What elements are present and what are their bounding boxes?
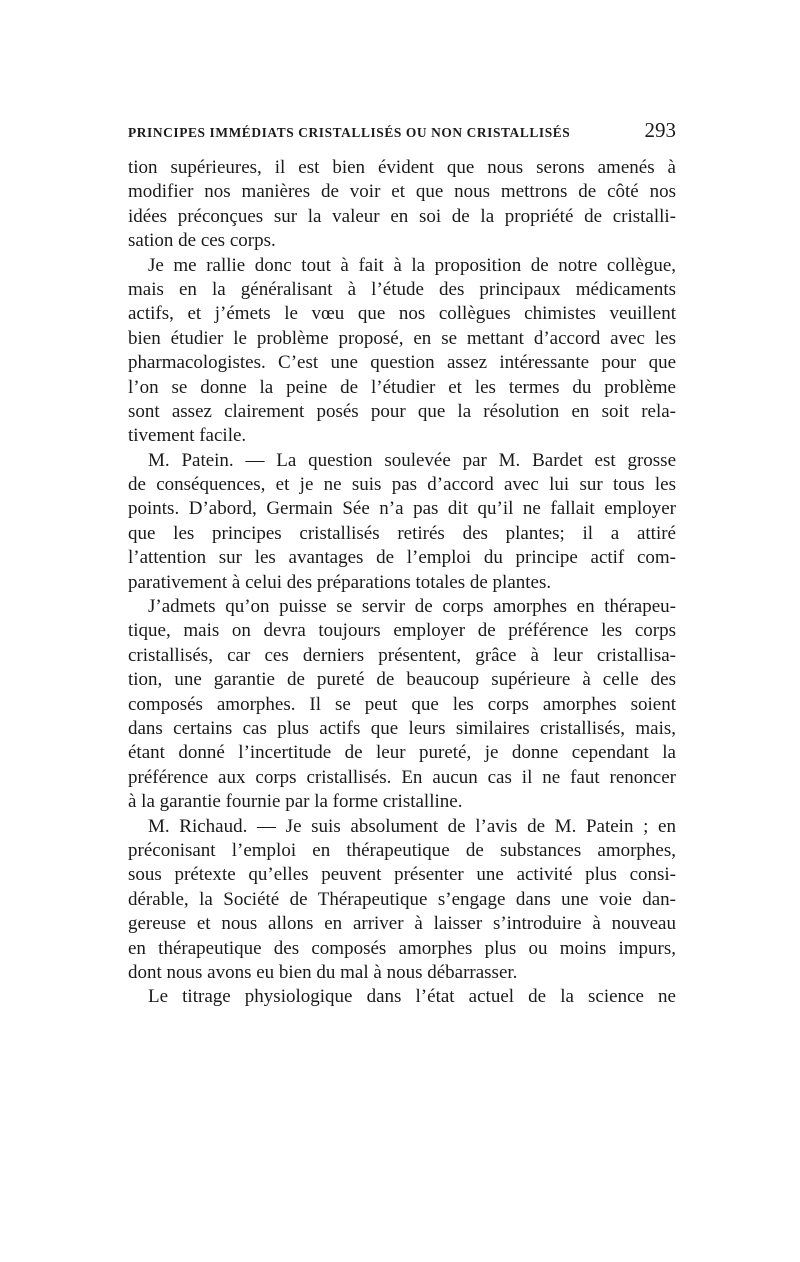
text-line: modifier nos manières de voir et que nous mettrons de côté nos [128, 181, 676, 203]
page-number: 293 [644, 118, 676, 142]
text-line: en thérapeutique des composés amorphes plus ou moins impurs, [128, 937, 676, 959]
body-text [128, 156, 676, 1010]
text-line: points. D’abord, Germain Sée n’a pas dit qu’il ne fallait employer [128, 498, 676, 520]
text-line: composés amorphes. Il se peut que les corps amorphes soient [128, 693, 676, 715]
text-line: étant donné l’incertitude de leur pureté, je donne cependant la [128, 742, 676, 764]
text-line: sation de ces corps. [128, 230, 276, 252]
text-line: que les principes cristallisés retirés des plantes; il a attiré [128, 522, 676, 544]
running-head [128, 118, 676, 146]
text-line: M. Patein. — La question soulevée par M. Bardet est grosse [148, 449, 676, 471]
text-line: l’on se donne la peine de l’étudier et les termes du problème [128, 376, 676, 398]
text-line: tivement facile. [128, 425, 247, 447]
text-line: tion supérieures, il est bien évident que nous serons amenés à [128, 157, 676, 178]
text-line: bien étudier le problème proposé, en se mettant d’accord avec les [128, 327, 676, 349]
text-line: Le titrage physiologique dans l’état actuel de la science ne [148, 986, 676, 1008]
text-line: dérable, la Société de Thérapeutique s’engage dans une voie dan- [128, 888, 676, 910]
text-line: gereuse et nous allons en arriver à laisser s’introduire à nouveau [128, 913, 676, 935]
text-line: idées préconçues sur la valeur en soi de la propriété de cristalli- [128, 205, 676, 227]
text-line: dans certains cas plus actifs que leurs similaires cristallisés, mais, [128, 717, 676, 739]
running-title: PRINCIPES IMMÉDIATS CRISTALLISÉS OU NON CRISTALLISÉS [128, 125, 571, 140]
text-line: actifs, et j’émets le vœu que nos collègues chimistes veuillent [128, 303, 676, 325]
text-line: mais en la généralisant à l’étude des principaux médicaments [128, 278, 676, 300]
text-line: sous prétexte qu’elles peuvent présenter une activité plus consi- [128, 864, 676, 886]
text-line: M. Richaud. — Je suis absolument de l’avis de M. Patein ; en [148, 815, 676, 837]
text-line: l’attention sur les avantages de l’emploi du principe actif com- [128, 547, 676, 569]
text-line: sont assez clairement posés pour que la résolution en soit rela- [128, 400, 676, 422]
text-line: pharmacologistes. C’est une question assez intéressante pour que [128, 352, 676, 374]
text-line: J’admets qu’on puisse se servir de corps amorphes en thérapeu- [148, 596, 676, 618]
text-line: parativement à celui des préparations totales de plantes. [128, 571, 552, 593]
text-line: préconisant l’emploi en thérapeutique de substances amorphes, [128, 839, 676, 861]
text-line: de conséquences, et je ne suis pas d’accord avec lui sur tous les [128, 474, 676, 496]
text-line: cristallisés, car ces derniers présentent, grâce à leur cristallisa- [128, 644, 676, 666]
text-line: préférence aux corps cristallisés. En aucun cas il ne faut renoncer [128, 766, 676, 788]
text-line: tique, mais on devra toujours employer de préférence les corps [128, 620, 676, 642]
text-line: à la garantie fournie par la forme cristalline. [128, 791, 463, 813]
text-line: dont nous avons eu bien du mal à nous débarrasser. [128, 961, 518, 983]
text-line: Je me rallie donc tout à fait à la proposition de notre collègue, [148, 254, 676, 276]
text-line: tion, une garantie de pureté de beaucoup supérieure à celle des [128, 669, 676, 691]
